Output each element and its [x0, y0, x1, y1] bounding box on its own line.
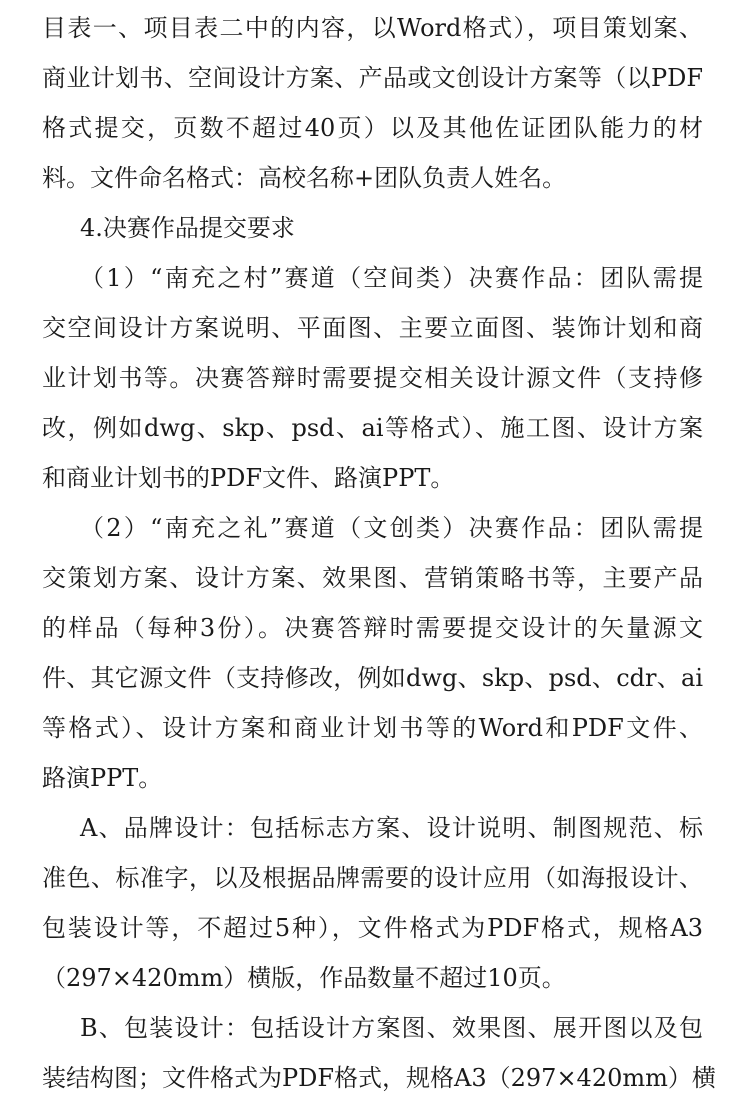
text-line: 交策划方案、设计方案、效果图、营销策略书等，主要产品	[42, 564, 703, 592]
text-line: 业计划书等。决赛答辩时需要提交相关设计源文件（支持修	[42, 364, 703, 392]
text-line: （297×420mm）横版，作品数量不超过10页。	[42, 964, 566, 992]
text-line: 等格式）、设计方案和商业计划书等的Word和PDF文件、	[42, 714, 703, 742]
document-page	[42, 3, 716, 1103]
text-line: 改，例如dwg、skp、psd、ai等格式）、施工图、设计方案	[42, 414, 703, 442]
paragraph-first-line: A、品牌设计：包括标志方案、设计说明、制图规范、标	[80, 814, 703, 842]
text-line: 交空间设计方案说明、平面图、主要立面图、装饰计划和商	[42, 314, 703, 342]
text-line: 装结构图；文件格式为PDF格式，规格A3（297×420mm）横	[42, 1064, 716, 1092]
paragraph-first-line: B、包装设计：包括设计方案图、效果图、展开图以及包	[80, 1014, 703, 1042]
paragraph-first-line: （1）“南充之村”赛道（空间类）决赛作品：团队需提	[80, 264, 703, 292]
text-line: 件、其它源文件（支持修改，例如dwg、skp、psd、cdr、ai	[42, 664, 703, 692]
text-line: 的样品（每种3份）。决赛答辩时需要提交设计的矢量源文	[42, 614, 703, 642]
text-line: 商业计划书、空间设计方案、产品或文创设计方案等（以PDF	[42, 64, 703, 92]
paragraph-first-line: （2）“南充之礼”赛道（文创类）决赛作品：团队需提	[80, 514, 703, 542]
text-line: 料。文件命名格式：高校名称+团队负责人姓名。	[42, 164, 567, 192]
text-line: 格式提交，页数不超过40页）以及其他佐证团队能力的材	[42, 114, 703, 142]
section-heading: 4.决赛作品提交要求	[80, 214, 295, 242]
text-line: 和商业计划书的PDF文件、路演PPT。	[42, 464, 455, 492]
text-line: 路演PPT。	[42, 764, 163, 792]
text-line: 准色、标准字，以及根据品牌需要的设计应用（如海报设计、	[42, 864, 703, 892]
text-line: 包装设计等，不超过5种），文件格式为PDF格式，规格A3	[42, 914, 703, 942]
text-line: 目表一、项目表二中的内容，以Word格式），项目策划案、	[42, 14, 703, 42]
